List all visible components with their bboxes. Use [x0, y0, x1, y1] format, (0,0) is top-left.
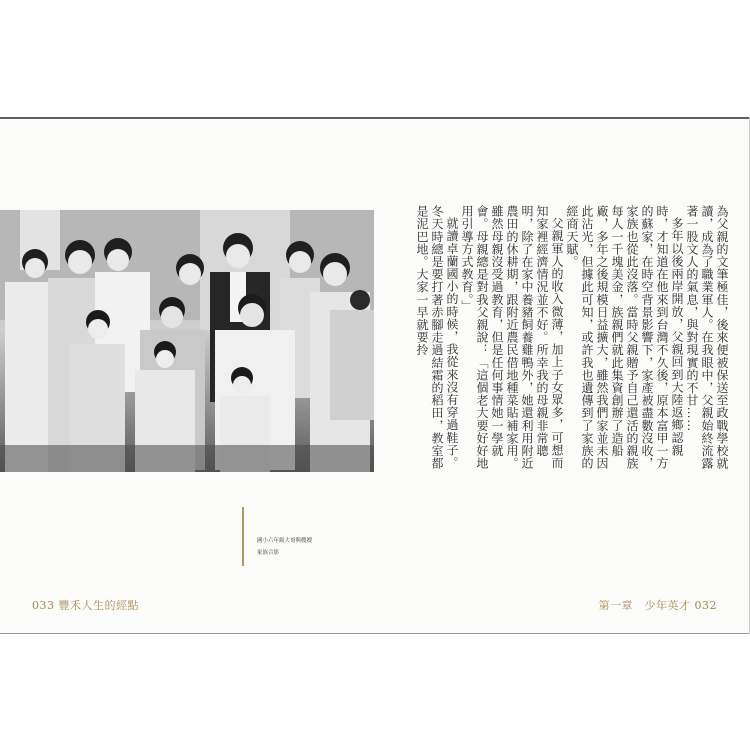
- caption-line-1: 國小六年級大哥與嫂嫂: [257, 538, 313, 544]
- photo-caption: [257, 535, 312, 559]
- caption-accent-bar: [242, 507, 244, 566]
- footer-left-page-number: 033 豐禾人生的經點: [32, 599, 139, 612]
- family-photo: [0, 210, 374, 472]
- paragraph: 就讀卓蘭國小的時候，我從來沒有穿過鞋子。冬天時總是要打著赤腳走過結霜的稻田，教室都是泥巴地。大家一早就要拎: [415, 205, 459, 470]
- paragraph: 父親軍人的收入微薄，加上子女眾多，可想而知家裡經濟情況並不好。所幸我的母親非常聰明，除了在家中養豬飼養雞鴨外，她還利用附近農田的休耕期，跟附近農民借地種菜貼補家用。雖然母親沒受過教育，但是任何事情她一學就會。母親總是對我父親說：「這個老大要好好地用引導方式教育。」: [460, 205, 564, 470]
- footer-right-page-number: 第一章 少年英才 032: [598, 599, 717, 612]
- body-text: [415, 205, 729, 480]
- caption-line-2: 家族合影: [257, 550, 280, 556]
- family-photo-image: [0, 210, 374, 472]
- paragraph: 為父親的文筆極佳，後來便被保送至政戰學校就讀，成為了職業軍人。在我眼中，父親始終流露著一股文人的氣息，與對現實的不甘……: [685, 205, 729, 470]
- paragraph: 多年以後兩岸開放，父親回到大陸返鄉認親時，才知道在他來到台灣不久後，原本富甲一方的蘇家，在時空背景影響下，家產被盡數沒收，家族也從此沒落。當時父親贈予自己還活的親族每人一千塊美金，族親們就此集資創辦了造船廠，多年之後規模日益擴大，雖然我們家並未因此沾光，但據此可知，或許我也遺傳到了家族的經商天賦。: [565, 205, 684, 470]
